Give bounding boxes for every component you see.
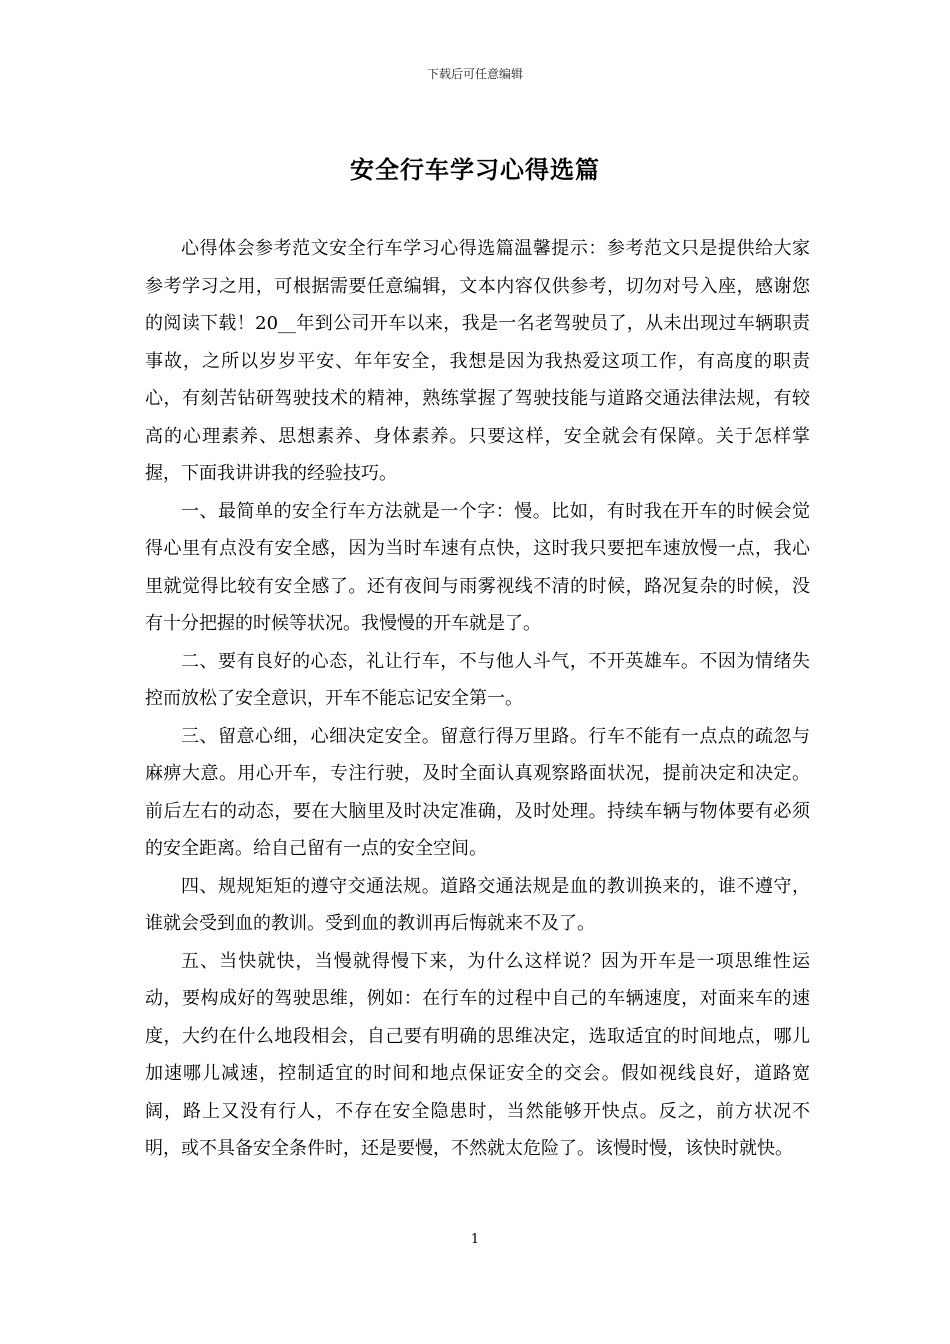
paragraph-point-4: 四、规规矩矩的遵守交通法规。道路交通法规是血的教训换来的，谁不遵守，谁就会受到血的教训。受到血的教训再后悔就来不及了。 (145, 875, 810, 934)
document-body (145, 230, 810, 1168)
paragraph-point-5: 五、当快就快，当慢就得慢下来，为什么这样说？因为开车是一项思维性运动，要构成好的驾驶思维，例如：在行车的过程中自己的车辆速度，对面来车的速度，大约在什么地段相会，自己要有明确的思维决定，选取适宜的时间地点，哪儿加速哪儿减速，控制适宜的时间和地点保证安全的交会。假如视线良好，道路宽阔，路上又没有行人，不存在安全隐患时，当然能够开快点。反之，前方状况不明，或不具备安全条件时，还是要慢，不然就太危险了。该慢时慢，该快时就快。 (145, 950, 810, 1159)
paragraph-point-2: 二、要有良好的心态，礼让行车，不与他人斗气，不开英雄车。不因为情绪失控而放松了安全意识，开车不能忘记安全第一。 (145, 650, 810, 709)
document-title: 安全行车学习心得选篇 (350, 155, 600, 184)
paragraph-intro: 心得体会参考范文安全行车学习心得选篇温馨提示：参考范文只是提供给大家参考学习之用，可根据需要任意编辑，文本内容仅供参考，切勿对号入座，感谢您的阅读下载！20__年到公司开车以来，我是一名老驾驶员了，从未出现过车辆职责事故，之所以岁岁平安、年年安全，我想是因为我热爱这项工作，有高度的职责心，有刻苦钻研驾驶技术的精神，熟练掌握了驾驶技能与道路交通法律法规，有较高的心理素养、思想素养、身体素养。只要这样，安全就会有保障。关于怎样掌握，下面我讲讲我的经验技巧。 (145, 238, 810, 484)
header-note: 下载后可任意编辑 (426, 67, 523, 81)
page-number: 1 (470, 1232, 480, 1247)
paragraph-point-1: 一、最简单的安全行车方法就是一个字：慢。比如，有时我在开车的时候会觉得心里有点没有安全感，因为当时车速有点快，这时我只要把车速放慢一点，我心里就觉得比较有安全感了。还有夜间与雨雾视线不清的时候，路况复杂的时候，没有十分把握的时候等状况。我慢慢的开车就是了。 (145, 500, 810, 634)
paragraph-point-3: 三、留意心细，心细决定安全。留意行得万里路。行车不能有一点点的疏忽与麻痹大意。用心开车，专注行驶，及时全面认真观察路面状况，提前决定和决定。前后左右的动态，要在大脑里及时决定准确，及时处理。持续车辆与物体要有必须的安全距离。给自己留有一点的安全空间。 (145, 725, 810, 859)
